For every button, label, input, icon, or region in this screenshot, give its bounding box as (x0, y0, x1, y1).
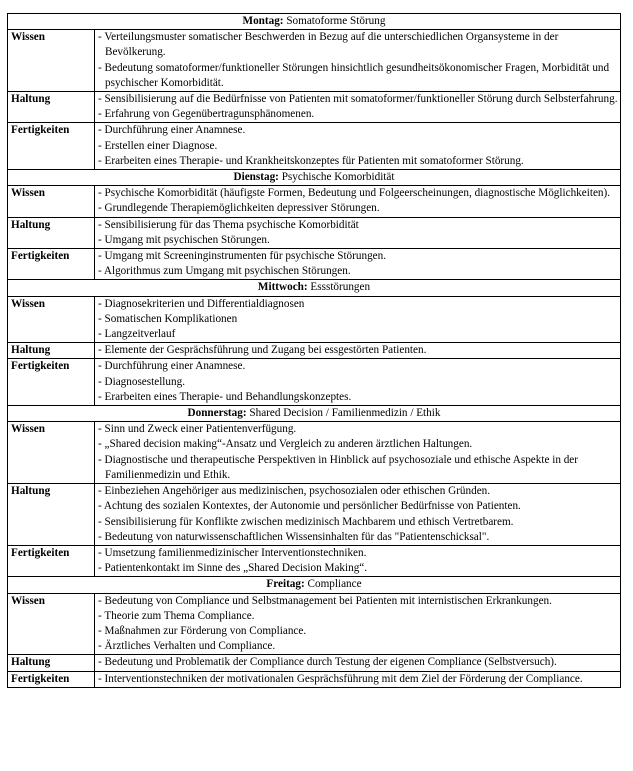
section-row (8, 422, 621, 484)
list-item: - Maßnahmen zur Förderung von Compliance. (98, 624, 307, 637)
list-item: - Durchführung einer Anamnese. (98, 360, 246, 373)
list-item: - Sensibilisierung auf die Bedürfnisse von Patienten mit somatoformer/funktioneller Störung durch Selbsterfahrung. (98, 93, 618, 106)
day-name: Freitag: (266, 578, 305, 591)
list-item: - Somatischen Komplikationen (98, 312, 238, 325)
section-label: Wissen (8, 186, 95, 217)
list-item: - Ärztliches Verhalten und Compliance. (98, 640, 276, 653)
day-topic: Shared Decision / Familienmedizin / Ethik (249, 407, 441, 420)
list-item: - Bedeutung von Compliance und Selbstmanagement bei Patienten mit internistischen Erkrankungen. (98, 594, 552, 607)
day-name: Montag: (242, 15, 284, 27)
weekly-curriculum-table (7, 13, 621, 688)
section-items (95, 671, 621, 687)
day-header (8, 14, 621, 30)
section-row (8, 123, 621, 170)
section-label: Wissen (8, 30, 95, 92)
section-label: Fertigkeiten (8, 249, 95, 280)
section-label: Haltung (8, 343, 95, 359)
section-label: Wissen (8, 296, 95, 343)
list-item: - Diagnosestellung. (98, 375, 185, 388)
section-label: Haltung (8, 217, 95, 248)
list-item: - Elemente der Gesprächsführung und Zugang bei essgestörten Patienten. (98, 344, 427, 357)
section-items (95, 217, 621, 248)
list-item: - „Shared decision making“-Ansatz und Vergleich zu anderen ärztlichen Haltungen. (98, 438, 473, 451)
table-body (8, 14, 621, 688)
section-items (95, 123, 621, 170)
day-header-row (8, 170, 621, 186)
section-row (8, 343, 621, 359)
section-row (8, 671, 621, 687)
section-items (95, 296, 621, 343)
list-item: - Grundlegende Therapiemöglichkeiten depressiver Störungen. (98, 202, 380, 215)
day-name: Mittwoch: (257, 281, 308, 294)
section-items (95, 343, 621, 359)
list-item: - Sinn und Zweck einer Patientenverfügung. (98, 423, 297, 436)
list-item: - Psychische Komorbidität (häufigste Formen, Bedeutung und Folgeerscheinungen, diagnostische Möglichkeiten). (98, 187, 611, 200)
list-item: - Bedeutung somatoformer/funktioneller Störungen hinsichtlich gesundheitsökonomischer Fragen, Morbidität und psychischer Komorbidität. (98, 61, 610, 89)
list-item: - Sensibilisierung für das Thema psychische Komorbidität (98, 218, 359, 231)
section-items (95, 593, 621, 655)
section-row (8, 593, 621, 655)
section-row (8, 359, 621, 406)
list-item: - Theorie zum Thema Compliance. (98, 609, 255, 622)
section-items (95, 655, 621, 671)
list-item: - Interventionstechniken der motivationalen Gesprächsführung mit dem Ziel der Förderung der Compliance. (98, 672, 583, 685)
day-topic: Somatoforme Störung (286, 15, 386, 27)
list-item: - Bedeutung und Problematik der Compliance durch Testung der eigenen Compliance (Selbstversuch). (98, 656, 557, 669)
list-item: - Diagnosekriterien und Differentialdiagnosen (98, 297, 305, 310)
section-items (95, 186, 621, 217)
section-row (8, 30, 621, 92)
day-topic: Psychische Komorbidität (281, 171, 395, 184)
section-items (95, 422, 621, 484)
list-item: - Durchführung einer Anamnese. (98, 124, 246, 137)
section-label: Fertigkeiten (8, 359, 95, 406)
section-label: Haltung (8, 484, 95, 546)
section-row (8, 484, 621, 546)
day-header-row (8, 280, 621, 296)
list-item: - Einbeziehen Angehöriger aus medizinischen, psychosozialen oder ethischen Gründen. (98, 485, 491, 498)
list-item: - Erfahrung von Gegenübertragunsphänomenen. (98, 108, 315, 121)
section-label: Fertigkeiten (8, 123, 95, 170)
section-items (95, 30, 621, 92)
section-items (95, 545, 621, 576)
day-name: Dienstag: (233, 171, 279, 184)
day-header (8, 406, 621, 422)
day-name: Donnerstag: (187, 407, 247, 420)
section-row (8, 217, 621, 248)
day-header-row (8, 577, 621, 593)
list-item: - Algorithmus zum Umgang mit psychischen Störungen. (98, 265, 351, 278)
list-item: - Erstellen einer Diagnose. (98, 139, 218, 152)
list-item: - Erarbeiten eines Therapie- und Behandlungskonzeptes. (98, 390, 352, 403)
section-label: Wissen (8, 593, 95, 655)
list-item: - Sensibilisierung für Konflikte zwischen medizinisch Machbarem und ethisch Vertretbarem. (98, 515, 514, 528)
section-items (95, 92, 621, 123)
section-label: Haltung (8, 655, 95, 671)
section-row (8, 249, 621, 280)
list-item: - Langzeitverlauf (98, 328, 176, 341)
section-row (8, 655, 621, 671)
day-topic: Essstörungen (310, 281, 371, 294)
section-items (95, 359, 621, 406)
day-header (8, 170, 621, 186)
section-row (8, 545, 621, 576)
day-header (8, 577, 621, 593)
section-row (8, 92, 621, 123)
list-item: - Umgang mit Screeninginstrumenten für psychische Störungen. (98, 250, 387, 263)
section-label: Haltung (8, 92, 95, 123)
day-topic: Compliance (307, 578, 362, 591)
section-label: Wissen (8, 422, 95, 484)
list-item: - Verteilungsmuster somatischer Beschwerden in Bezug auf die unterschiedlichen Organsysteme in der Bevölkerung. (98, 31, 559, 59)
day-header-row (8, 14, 621, 30)
list-item: - Patientenkontakt im Sinne des „Shared Decision Making“. (98, 562, 368, 575)
section-label: Fertigkeiten (8, 545, 95, 576)
list-item: - Umgang mit psychischen Störungen. (98, 233, 270, 246)
section-label: Fertigkeiten (8, 671, 95, 687)
list-item: - Diagnostische und therapeutische Perspektiven in Hinblick auf psychosoziale und ethische Aspekte in der Familienmedizin und Ethik. (98, 453, 579, 481)
list-item: - Bedeutung von naturwissenschaftlichen Wissensinhalten für das "Patientenschicksal". (98, 530, 490, 543)
list-item: - Achtung des sozialen Kontextes, der Autonomie und persönlicher Bedürfnisse von Patienten. (98, 500, 521, 513)
list-item: - Umsetzung familienmedizinischer Interventionstechniken. (98, 546, 367, 559)
section-items (95, 484, 621, 546)
section-row (8, 186, 621, 217)
section-items (95, 249, 621, 280)
day-header-row (8, 406, 621, 422)
list-item: - Erarbeiten eines Therapie- und Krankheitskonzeptes für Patienten mit somatoformer Störung. (98, 154, 524, 167)
day-header (8, 280, 621, 296)
section-row (8, 296, 621, 343)
